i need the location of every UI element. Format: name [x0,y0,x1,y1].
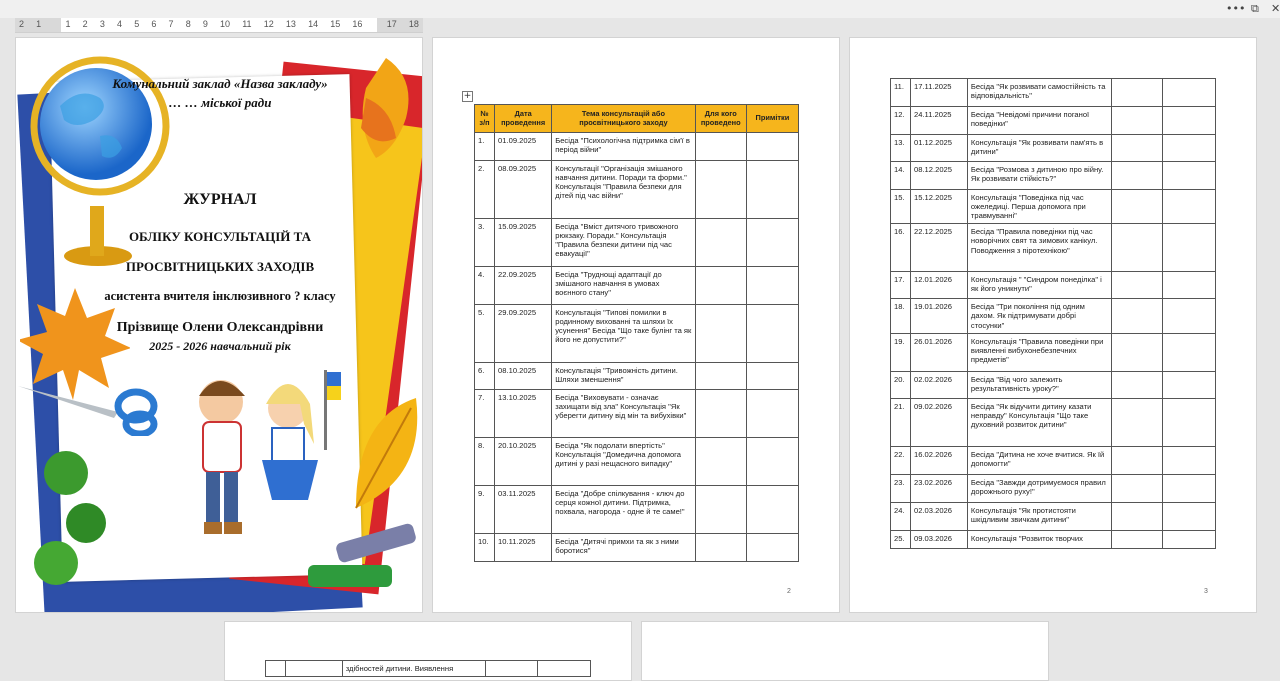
table-cell-notes[interactable] [746,305,798,363]
table-cell-date: 19.01.2026 [910,299,967,333]
cover-institution-2: … … міської ради [168,95,272,110]
table-cell-notes[interactable] [746,390,798,438]
table-cell-num: 25. [891,530,911,548]
page-5[interactable] [641,621,1049,681]
table-cell-num: 18. [891,299,911,333]
table-cell-audience[interactable] [695,390,746,438]
table-cell-notes[interactable] [1163,530,1216,548]
table-cell-num: 10. [475,534,495,562]
table-cell-notes[interactable] [1163,398,1216,446]
ruler-number: 5 [134,19,140,29]
ruler-number: 4 [117,19,123,29]
table-cell-date: 02.03.2026 [910,502,967,530]
table-cell-num: 4. [475,267,495,305]
table-cell-notes[interactable] [1163,446,1216,474]
table-cell-date: 13.10.2025 [495,390,552,438]
ruler-number: 18 [408,19,419,29]
ruler-number: 9 [202,19,208,29]
page-3[interactable] [849,37,1257,613]
table-cell-audience[interactable] [695,363,746,390]
table-cell-date: 26.01.2026 [910,333,967,371]
table-cell-num: 2. [475,161,495,219]
table-cell-audience[interactable] [1111,162,1163,190]
ruler-number: 1 [65,19,71,29]
table-cell-notes[interactable] [1163,135,1216,162]
table-row [891,79,1216,107]
table-cell-date: 23.02.2026 [910,474,967,502]
table-move-handle-icon[interactable]: + [463,91,472,101]
table-cell-date: 10.11.2025 [495,534,552,562]
ruler-number: 11 [242,19,252,29]
table-row [475,133,799,161]
table-cell-audience[interactable] [1111,135,1163,162]
table-row [475,267,799,305]
table-cell-date: 22.12.2025 [910,224,967,272]
table-cell-notes[interactable] [1163,272,1216,299]
table-cell-num: 11. [891,79,911,107]
table-row [891,398,1216,446]
table-cell-topic: Консультація "Як протистояти шкідливим звичкам дитини" [967,502,1111,530]
table-cell-num: 3. [475,219,495,267]
table-header-notes: Примітки [746,105,798,133]
table-cell-notes[interactable] [1163,371,1216,398]
table-cell-topic: Консультація "Поведінка під час ожеледиці. Перша допомога при травмуванні" [967,190,1111,224]
table-row [891,224,1216,272]
table-cell-date: 15.12.2025 [910,190,967,224]
table-cell-audience[interactable] [695,534,746,562]
table-cell-notes[interactable] [746,133,798,161]
page-number: 3 [1204,588,1208,595]
yellow-leaf-icon [346,388,423,528]
children-illustration-icon [166,360,341,550]
table-header-topic: Тема консультацій або просвітницького заходу [552,105,695,133]
table-cell-notes[interactable] [746,486,798,534]
table-cell-notes[interactable] [746,438,798,486]
ruler-number: 15 [330,19,341,29]
table-cell-date: 29.09.2025 [495,305,552,363]
table-cell-num: 23. [891,474,911,502]
ruler-number: 13 [285,19,296,29]
table-cell-audience[interactable] [1111,398,1163,446]
table-cell-notes[interactable] [746,534,798,562]
table-row [891,107,1216,135]
table-cell-date: 15.09.2025 [495,219,552,267]
cover-subtitle-2: ПРОСВІТНИЦЬКИХ ЗАХОДІВ [125,259,315,274]
table-cell-num: 9. [475,486,495,534]
ruler-number: 2 [19,19,25,29]
table-cell-date: 09.02.2026 [910,398,967,446]
table-cell-audience[interactable] [1111,107,1163,135]
table-cell-topic: Бесіда "Три покоління під одним дахом. Як підтримувати добрі стосунки" [967,299,1111,333]
table-cell-topic: Консультація "Типові помилки в родинному вихованні та шляхи їх усунення" Бесіда "Що таке булінг та як його не допустити?" [552,305,695,363]
table-cell-audience[interactable] [1111,299,1163,333]
table-cell-audience[interactable] [1111,446,1163,474]
table-row [475,219,799,267]
table-cell-audience[interactable] [1111,79,1163,107]
table-cell-date: 08.09.2025 [495,161,552,219]
table-cell-date: 12.01.2026 [910,272,967,299]
table-cell-num: 6. [475,363,495,390]
horizontal-ruler[interactable] [15,18,423,33]
table-row [475,363,799,390]
table-header-audience: Для кого проведено [695,105,746,133]
table-cell-topic: Бесіда "Завжди дотримуємося правил дорожнього руху!" [967,474,1111,502]
table-cell-topic: Бесіда "Дитячі примхи та як з ними боротися" [552,534,695,562]
ruler-number: 12 [263,19,274,29]
table-row [475,438,799,486]
table-row [891,272,1216,299]
table-cell-topic: Консультація "Розвиток творчих [967,530,1111,548]
table-cell-topic: Бесіда "Виховувати - означає захищати від зла" Консультація "Як уберегти дитину від мін та вибухівки" [552,390,695,438]
table-cell-topic: Бесіда "Добре спілкування - ключ до серця кожної дитини. Підтримка, похвала, нагорода - одне й те саме!" [552,486,695,534]
table-cell-audience[interactable] [695,219,746,267]
table-cell-date: 22.09.2025 [495,267,552,305]
page-4[interactable] [224,621,632,681]
consultations-table-p4 [265,660,591,677]
consultations-table-p2 [474,104,799,562]
table-cell-num: 15. [891,190,911,224]
table-cell-topic: Бесіда "Психологічна підтримка сім'ї в період війни" [552,133,695,161]
page-2[interactable] [432,37,840,613]
table-cell-date: 03.11.2025 [495,486,552,534]
table-cell-notes[interactable] [1163,299,1216,333]
table-header-num: № з/п [475,105,495,133]
table-cell-num: 7. [475,390,495,438]
table-cell-topic: Консультація "Як розвивати пам'ять в дитини" [967,135,1111,162]
cover-year: 2025 - 2026 навчальний рік [149,339,291,353]
table-cell-date: 17.11.2025 [910,79,967,107]
table-cell-audience[interactable] [695,486,746,534]
table-cell-num: 5. [475,305,495,363]
table-cell-audience[interactable] [695,438,746,486]
table-cell-date: 02.02.2026 [910,371,967,398]
ruler-number: 2 [82,19,88,29]
ruler-number: 14 [308,19,319,29]
ruler-number: 10 [220,19,231,29]
table-cell-notes[interactable] [1163,333,1216,371]
ruler-number: 8 [185,19,191,29]
restore-icon[interactable]: ⧉ [1251,2,1259,15]
table-cell-num: 19. [891,333,911,371]
table-cell-date: 01.12.2025 [910,135,967,162]
table-cell-topic: Бесіда "Розмова з дитиною про війну. Як розвивати стійкість?" [967,162,1111,190]
more-options-icon[interactable]: ••• [1226,2,1246,15]
table-cell-topic: Бесіда "Правила поведінки під час новорічних свят та зимових канікул. Поводження з піротехнікою" [967,224,1111,272]
table-cell-num: 13. [891,135,911,162]
table-cell-audience[interactable] [695,305,746,363]
table-cell-topic: Бесіда "Від чого залежить результативність уроку?" [967,371,1111,398]
table-cell-notes[interactable] [746,363,798,390]
table-cell-notes[interactable] [746,219,798,267]
table-row [475,390,799,438]
table-row [891,371,1216,398]
ruler-number: 7 [168,19,174,29]
table-cell-audience[interactable] [1111,272,1163,299]
table-row [475,305,799,363]
table-cell-audience[interactable] [695,161,746,219]
table-cell-notes[interactable] [1163,474,1216,502]
table-row [475,161,799,219]
table-cell-notes[interactable] [1163,107,1216,135]
green-leaves-icon [26,433,116,603]
table-cell-num: 16. [891,224,911,272]
table-cell-audience[interactable] [1111,530,1163,548]
cover-subtitle-1: ОБЛІКУ КОНСУЛЬТАЦІЙ ТА [128,229,312,244]
table-row [891,474,1216,502]
table-cell-notes[interactable] [746,161,798,219]
table-cell-num: 20. [891,371,911,398]
table-cell-date: 20.10.2025 [495,438,552,486]
table-row [891,299,1216,333]
table-cell-audience[interactable] [1111,502,1163,530]
table-cell-notes[interactable] [1163,502,1216,530]
table-cell-date: 08.10.2025 [495,363,552,390]
table-row [891,190,1216,224]
table-cell-num: 17. [891,272,911,299]
table-cell-audience[interactable] [1111,333,1163,371]
table-cell-topic: Консультації "Організація змішаного навчання дитини. Поради та форми." Консультація "Правила безпеки для дітей під час війни" [552,161,695,219]
table-cell-date: 09.03.2026 [910,530,967,548]
cover-position: асистента вчителя інклюзивного ? класу [104,289,336,303]
table-cell-date: 08.12.2025 [910,162,967,190]
cover-page[interactable] [15,37,423,613]
ruler-number: 16 [352,19,363,29]
window-top-bar [0,0,1280,18]
cover-name: Прізвище Олени Олександрівни [116,320,324,335]
table-row [475,486,799,534]
table-row [475,534,799,562]
table-cell-topic: Бесіда "Труднощі адаптації до змішаного навчання в умовах воєнного стану" [552,267,695,305]
ruler-number: 17 [386,19,397,29]
cover-institution: Комунальний заклад «Назва закладу» [112,76,328,91]
table-cell-topic: Консультація " "Синдром понеділка" і як його уникнути" [967,272,1111,299]
table-row [891,333,1216,371]
page-number: 2 [787,588,791,595]
table-cell-topic: Консультація "Тривожність дитини. Шляхи зменшення" [552,363,695,390]
table-cell-topic: Бесіда "Як подолати впертість" Консультація "Домедична допомога дитині у разі нещасного випадку" [552,438,695,486]
table-cell-audience[interactable] [695,133,746,161]
table-cell-date: 01.09.2025 [495,133,552,161]
table-cell-topic: Бесіда "Вміст дитячого тривожного рюкзаку. Поради." Консультація "Правила безпеки дитини під час евакуації" [552,219,695,267]
ruler-number: 3 [99,19,105,29]
table-cell-num: 22. [891,446,911,474]
table-cell-num: 8. [475,438,495,486]
table-row [891,446,1216,474]
table-cell-num: 24. [891,502,911,530]
table-header-date: Дата проведення [495,105,552,133]
table-cell-num: 14. [891,162,911,190]
ruler-number: 6 [151,19,157,29]
table-cell-topic: Консультація "Правила поведінки при виявленні вибухонебезпечних предметів" [967,333,1111,371]
table-cell-topic: здібностей дитини. Виявлення [342,661,486,677]
table-row [891,530,1216,548]
table-row [891,162,1216,190]
table-row [891,135,1216,162]
consultations-table-p3 [890,78,1216,549]
table-cell-notes[interactable] [1163,162,1216,190]
table-cell-topic: Бесіда "Як відучити дитину казати неправду" Консультація "Що таке духовний розвиток дитини" [967,398,1111,446]
table-cell-topic: Бесіда "Невідомі причини поганої поведінки" [967,107,1111,135]
table-cell-notes[interactable] [1163,224,1216,272]
table-cell-date: 24.11.2025 [910,107,967,135]
table-cell-num: 1. [475,133,495,161]
table-cell-notes[interactable] [746,267,798,305]
table-cell-num: 12. [891,107,911,135]
table-cell-audience[interactable] [1111,371,1163,398]
table-cell-topic: Бесіда "Як розвивати самостійність та відповідальність" [967,79,1111,107]
table-cell-topic: Бесіда "Дитина не хоче вчитися. Як їй допомогти" [967,446,1111,474]
ruler-number: 1 [36,19,42,29]
close-icon[interactable]: ✕ [1271,2,1280,15]
cover-title: ЖУРНАЛ [183,191,257,208]
scissors-icon [18,376,168,436]
table-cell-audience[interactable] [1111,474,1163,502]
table-cell-notes[interactable] [1163,79,1216,107]
table-cell-date: 16.02.2026 [910,446,967,474]
table-row [891,502,1216,530]
table-cell-audience[interactable] [695,267,746,305]
table-cell-audience[interactable] [1111,224,1163,272]
table-cell-notes[interactable] [1163,190,1216,224]
table-cell-num: 21. [891,398,911,446]
table-cell-audience[interactable] [1111,190,1163,224]
